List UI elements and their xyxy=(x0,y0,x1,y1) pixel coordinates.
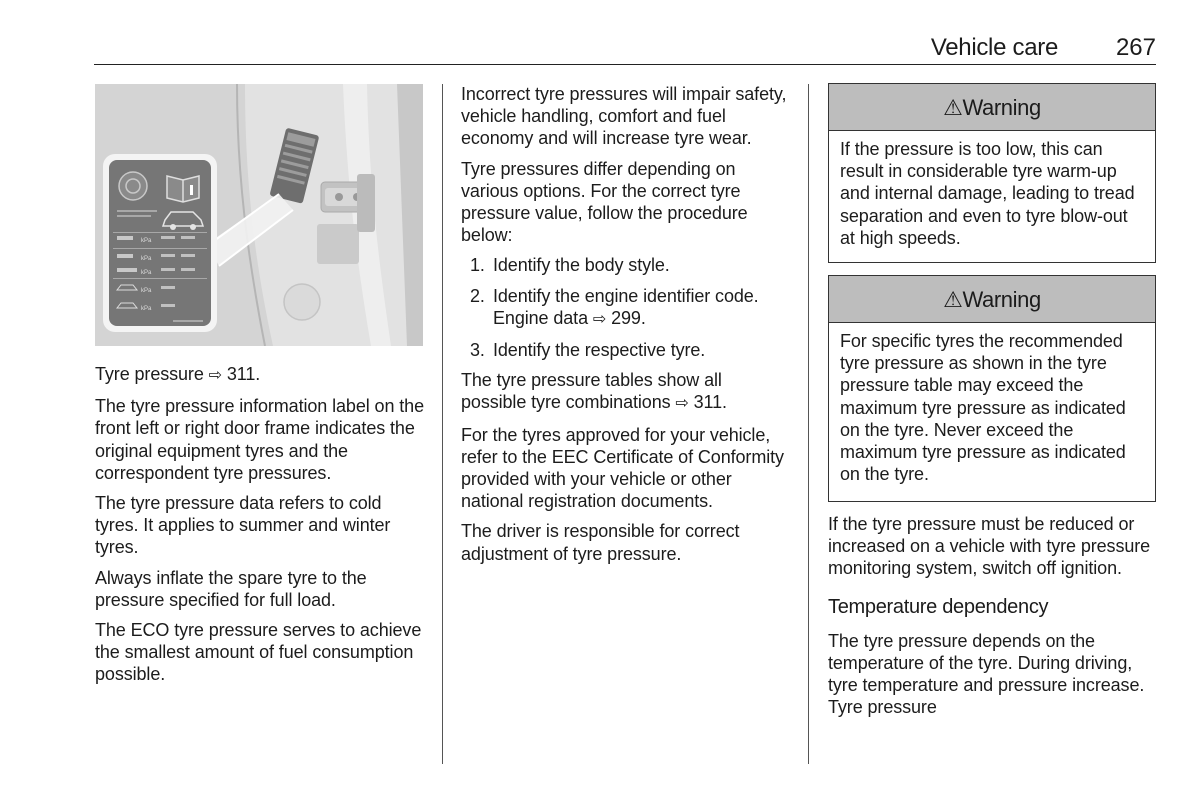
page-reference-icon: ⇨ xyxy=(675,395,689,413)
step-number: 3. xyxy=(470,340,485,361)
door-frame-drawing xyxy=(95,84,423,346)
column-divider xyxy=(808,84,809,764)
step-text: Identify the respective tyre. xyxy=(493,340,706,361)
paragraph: For the tyres approved for your vehicle, refer to the EEC Certificate of Conformity provided with your vehicle or other national registration documents. xyxy=(461,424,784,512)
paragraph: The tyre pressure data refers to cold tyres. It applies to summer and winter tyres. xyxy=(95,493,391,558)
list-item xyxy=(461,254,791,276)
paragraph: Incorrect tyre pressures will impair safety, vehicle handling, comfort and fuel economy and will increase tyre wear. xyxy=(461,84,787,149)
warning-title: Warning xyxy=(962,287,1041,312)
section-title: Vehicle care xyxy=(930,34,1058,61)
warning-box xyxy=(828,275,1156,502)
warning-header xyxy=(829,84,1155,131)
paragraph: The tyre pressure depends on the temperature of the tyre. During driving, tyre temperature and pressure increase. Tyre pressure xyxy=(828,630,1145,718)
column-1 xyxy=(95,363,427,694)
paragraph-text: The tyre pressure tables show all possible tyre combinations xyxy=(461,370,722,413)
unit-label: kPa xyxy=(141,288,152,294)
page-reference-icon: ⇨ xyxy=(592,310,607,328)
step-number: 2. xyxy=(470,285,485,306)
paragraph: The driver is responsible for correct adjustment of tyre pressure. xyxy=(461,521,740,564)
warning-triangle-icon: ⚠ xyxy=(943,287,963,312)
page-number: 267 xyxy=(1115,34,1156,61)
warning-box xyxy=(828,83,1156,263)
unit-label: kPa xyxy=(141,238,152,244)
paragraph: Always inflate the spare tyre to the pressure specified for full load. xyxy=(95,567,367,610)
page-reference-icon: ⇨ xyxy=(208,367,222,384)
page-header xyxy=(94,30,1156,65)
warning-triangle-icon: ⚠ xyxy=(943,95,963,120)
list-item xyxy=(461,339,791,361)
unit-label: kPa xyxy=(141,270,152,276)
tyre-pressure-label-illustration xyxy=(95,84,423,346)
procedure-steps xyxy=(461,254,791,361)
step-number: 1. xyxy=(470,255,485,276)
column-3 xyxy=(828,513,1154,727)
paragraph-text: Tyre pressure xyxy=(95,364,209,384)
step-text: Identify the body style. xyxy=(493,255,670,276)
unit-label: kPa xyxy=(141,306,152,312)
page-reference[interactable]: 311. xyxy=(693,392,727,413)
paragraph xyxy=(95,363,427,387)
paragraph: Tyre pressures differ depending on various options. For the correct tyre pressure value, follow the procedure below: xyxy=(461,158,748,246)
warning-title: Warning xyxy=(962,95,1041,120)
warning-body: If the pressure is too low, this can result in considerable tyre warm-up and internal damage, leading to tread separation and even to tyre blow-out at high speeds. xyxy=(840,139,1135,248)
paragraph xyxy=(461,369,791,415)
unit-label: kPa xyxy=(141,256,152,262)
wheel-emblem-icon xyxy=(119,172,147,200)
column-2 xyxy=(461,83,791,573)
warning-body: For specific tyres the recommended tyre pressure as shown in the tyre pressure table may exceed the maximum tyre pressure as indicated on the tyre. Never exceed the maximum tyre pressure as indicated on the tyre. xyxy=(840,331,1126,485)
list-item xyxy=(461,285,791,331)
warning-header xyxy=(829,276,1155,323)
paragraph: The tyre pressure information label on the front left or right door frame indicates the original equipment tyres and the correspondent tyre pressures. xyxy=(95,396,424,483)
step-text: Identify the engine identifier code. Engine data xyxy=(493,285,759,328)
paragraph: If the tyre pressure must be reduced or increased on a vehicle with tyre pressure monitoring system, switch off ignition. xyxy=(828,514,1151,579)
paragraph: The ECO tyre pressure serves to achieve the smallest amount of fuel consumption possible. xyxy=(95,620,422,685)
column-divider xyxy=(442,84,443,764)
section-heading: Temperature dependency xyxy=(828,595,1049,618)
page-reference[interactable]: 299. xyxy=(611,307,646,328)
book-info-icon xyxy=(167,176,199,202)
page-reference[interactable]: 311. xyxy=(226,364,261,384)
